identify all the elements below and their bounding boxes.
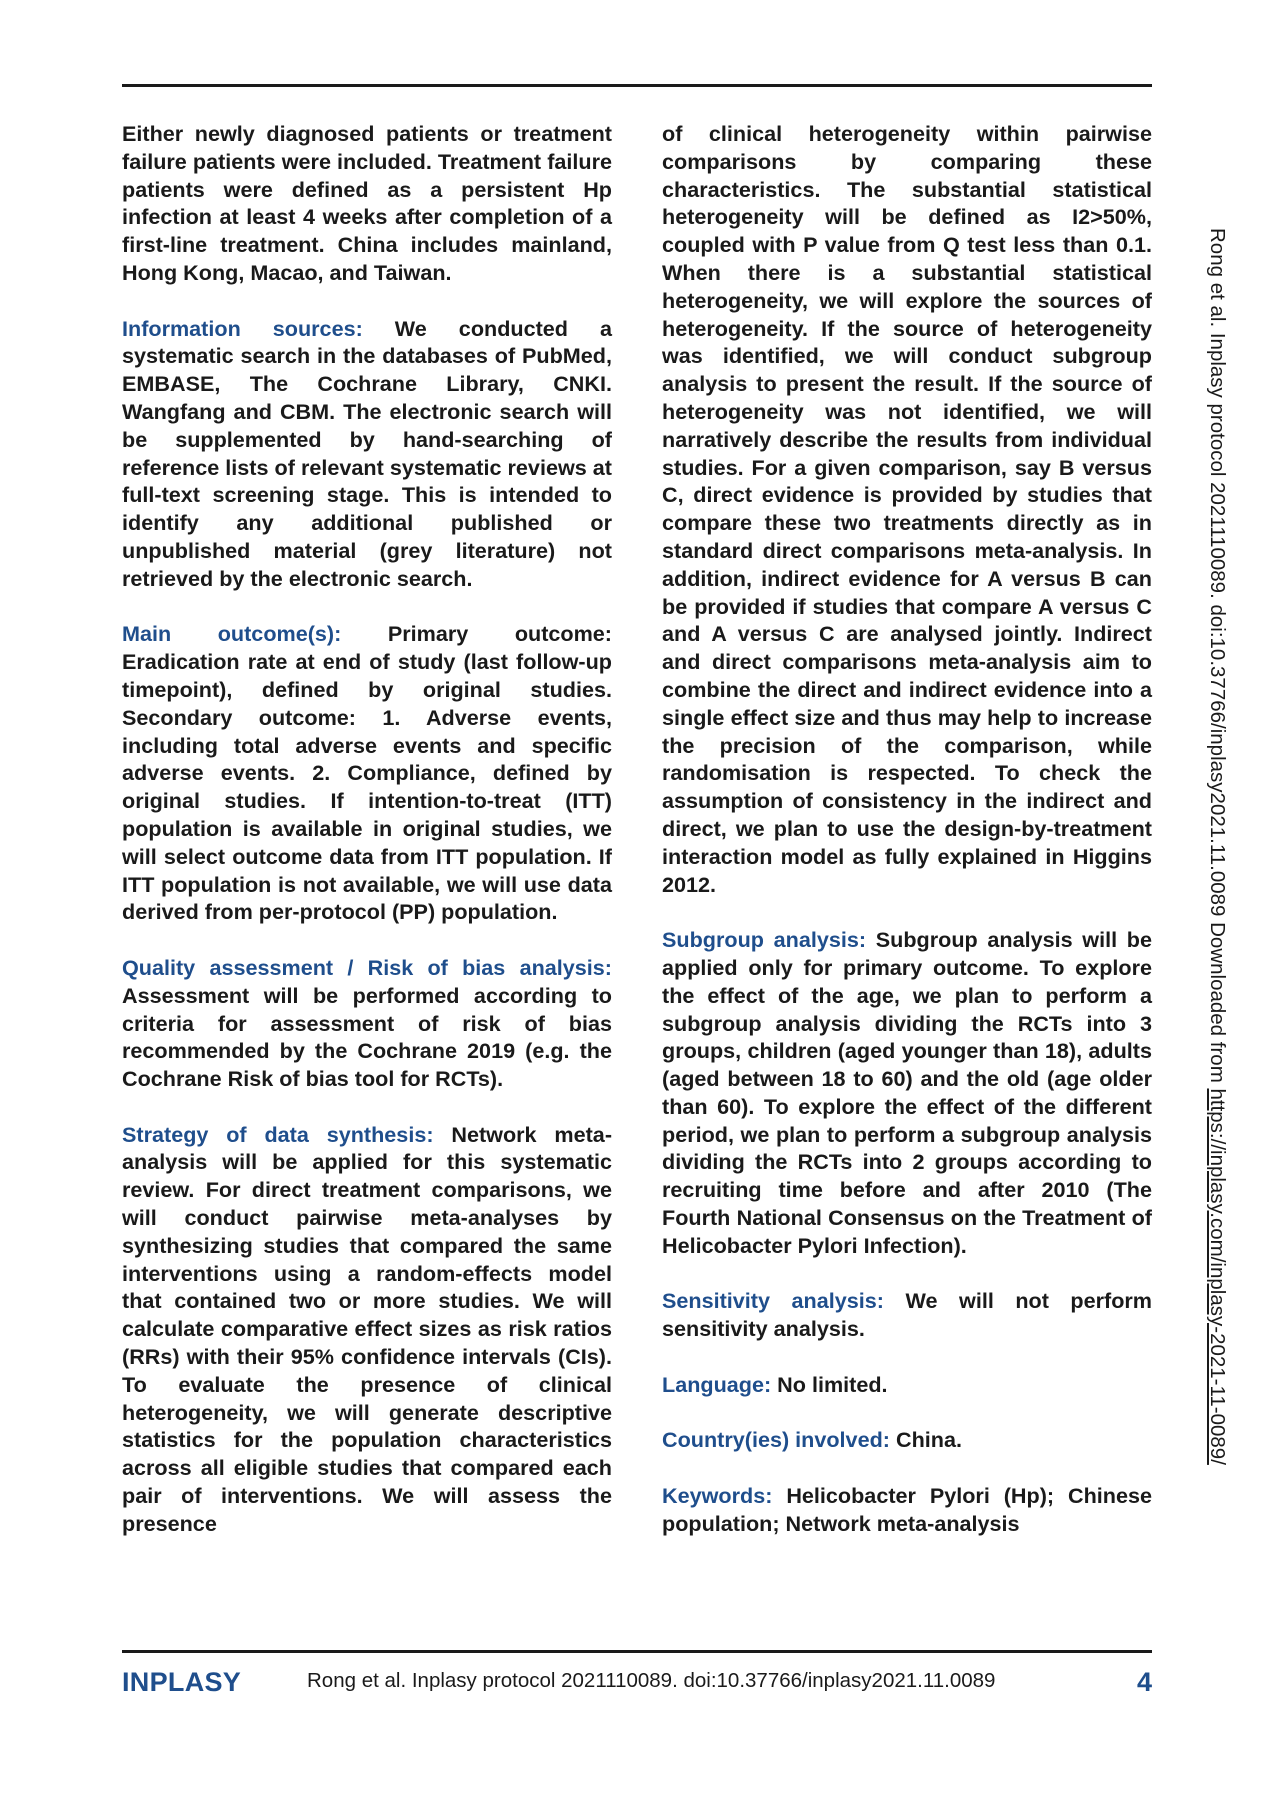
eligibility-paragraph [122, 120, 612, 287]
language-section [662, 1371, 1152, 1399]
main-outcomes-text: Primary outcome: Eradication rate at end of study (last follow-up timepoint), defined by original studies. Secondary outcome: 1. Adverse events, including total adverse events and specific adverse events. 2. Compliance, defined by original studies. If intention-to-treat (ITT) population is available in original studies, we will select outcome data from ITT population. If ITT population is not available, we will use data derived from per-protocol (PP) population. [122, 621, 612, 925]
side-note-text: Rong et al. Inplasy protocol 2021110089. doi:10.37766/inplasy2021.11.0089 Downloaded from [1206, 228, 1229, 1089]
quality-assessment-text: Assessment will be performed according to criteria for assessment of risk of bias recommended by the Cochrane 2019 (e.g. the Cochrane Risk of bias tool for RCTs). [122, 982, 612, 1092]
information-sources-text: We conducted a systematic search in the databases of PubMed, EMBASE, The Cochrane Library, CNKI. Wangfang and CBM. The electronic search will be supplemented by hand-searching of reference lists of relevant systematic reviews at full-text screening stage. This is intended to identify any additional published or unpublished material (grey literature) not retrieved by the electronic search. [122, 315, 612, 591]
eligibility-text: Either newly diagnosed patients or treatment failure patients were included. Treatment failure patients were defined as a persistent Hp infection at least 4 weeks after completion of a first-line treatment. China includes mainland, Hong Kong, Macao, and Taiwan. [122, 121, 612, 285]
data-synthesis-label: Strategy of data synthesis: [122, 1121, 434, 1147]
countries-label: Country(ies) involved: [662, 1427, 890, 1453]
left-column [122, 120, 612, 1565]
keywords-label: Keywords: [662, 1483, 773, 1509]
footer-citation: Rong et al. Inplasy protocol 2021110089. doi:10.37766/inplasy2021.11.0089 [307, 1669, 996, 1692]
countries-section [662, 1426, 1152, 1454]
information-sources-label: Information sources: [122, 315, 363, 341]
quality-assessment-section [122, 954, 612, 1093]
countries-text: China. [895, 1427, 962, 1453]
sensitivity-analysis-label: Sensitivity analysis: [662, 1288, 884, 1314]
subgroup-analysis-label: Subgroup analysis: [662, 927, 867, 953]
side-download-note [1202, 228, 1232, 1758]
right-column [662, 120, 1152, 1565]
main-outcomes-section [122, 620, 612, 926]
language-text: No limited. [777, 1371, 888, 1397]
keywords-section [662, 1482, 1152, 1538]
inplasy-logo: INPLASY [122, 1667, 242, 1697]
subgroup-analysis-text: Subgroup analysis will be applied only for primary outcome. To explore the effect of the age, we plan to perform a subgroup analysis dividing the RCTs into 3 groups, children (aged younger than 18), adults (aged between 18 to 60) and the old (age older than 60). To explore the effect of the different period, we plan to perform a subgroup analysis dividing the RCTs into 2 groups according to recruiting time before and after 2010 (The Fourth National Consensus on the Treatment of Helicobacter Pylori Infection). [662, 927, 1152, 1258]
page-footer [0, 1667, 1273, 1707]
information-sources-section [122, 315, 612, 593]
page-number: 4 [1136, 1667, 1152, 1697]
data-synthesis-text: Network meta-analysis will be applied for this systematic review. For direct treatment comparisons, we will conduct pairwise meta-analyses by synthesizing studies that compared the same interventions using a random-effects model that contained two or more studies. We will calculate comparative effect sizes as risk ratios (RRs) with their 95% confidence intervals (CIs). To evaluate the presence of clinical heterogeneity, we will generate descriptive statistics for the population characteristics across all eligible studies that compared each pair of interventions. We will assess the presence [122, 1121, 613, 1536]
header-rule [122, 84, 1152, 87]
sensitivity-analysis-text: We will not perform sensitivity analysis. [662, 1288, 1153, 1342]
keywords-text: Helicobacter Pylori (Hp); Chinese population; Network meta-analysis [662, 1483, 1152, 1536]
data-synthesis-continuation-text: of clinical heterogeneity within pairwise comparisons by comparing these characteristics. The substantial statistical heterogeneity will be defined as I2>50%, coupled with P value from Q test less than 0.1. When there is a substantial statistical heterogeneity, we will explore the sources of heterogeneity. If the source of heterogeneity was identified, we will conduct subgroup analysis to present the result. If the source of heterogeneity was not identified, we will narratively describe the results from individual studies. For a given comparison, say B versus C, direct evidence is provided by studies that compare these two treatments directly as in standard direct comparisons meta-analysis. In addition, indirect evidence for A versus B can be provided if studies that compare A versus C and A versus C are analysed jointly. Indirect and direct comparisons meta-analysis aim to combine the direct and indirect evidence into a single effect size and thus may help to increase the precision of the comparison, while randomisation is respected. To check the assumption of consistency in the indirect and direct, we plan to use the design-by-treatment interaction model as fully explained in Higgins 2012. [662, 121, 1152, 897]
footer-rule [122, 1650, 1152, 1653]
subgroup-analysis-section [662, 926, 1152, 1260]
language-label: Language: [662, 1371, 772, 1397]
quality-assessment-label: Quality assessment / Risk of bias analysis: [122, 954, 612, 980]
data-synthesis-section [122, 1121, 612, 1538]
data-synthesis-continuation [662, 120, 1152, 898]
main-outcomes-label: Main outcome(s): [122, 621, 342, 647]
side-note-link[interactable]: https://inplasy.com/inplasy-2021-11-0089/ [1206, 1088, 1229, 1465]
sensitivity-analysis-section [662, 1287, 1152, 1343]
